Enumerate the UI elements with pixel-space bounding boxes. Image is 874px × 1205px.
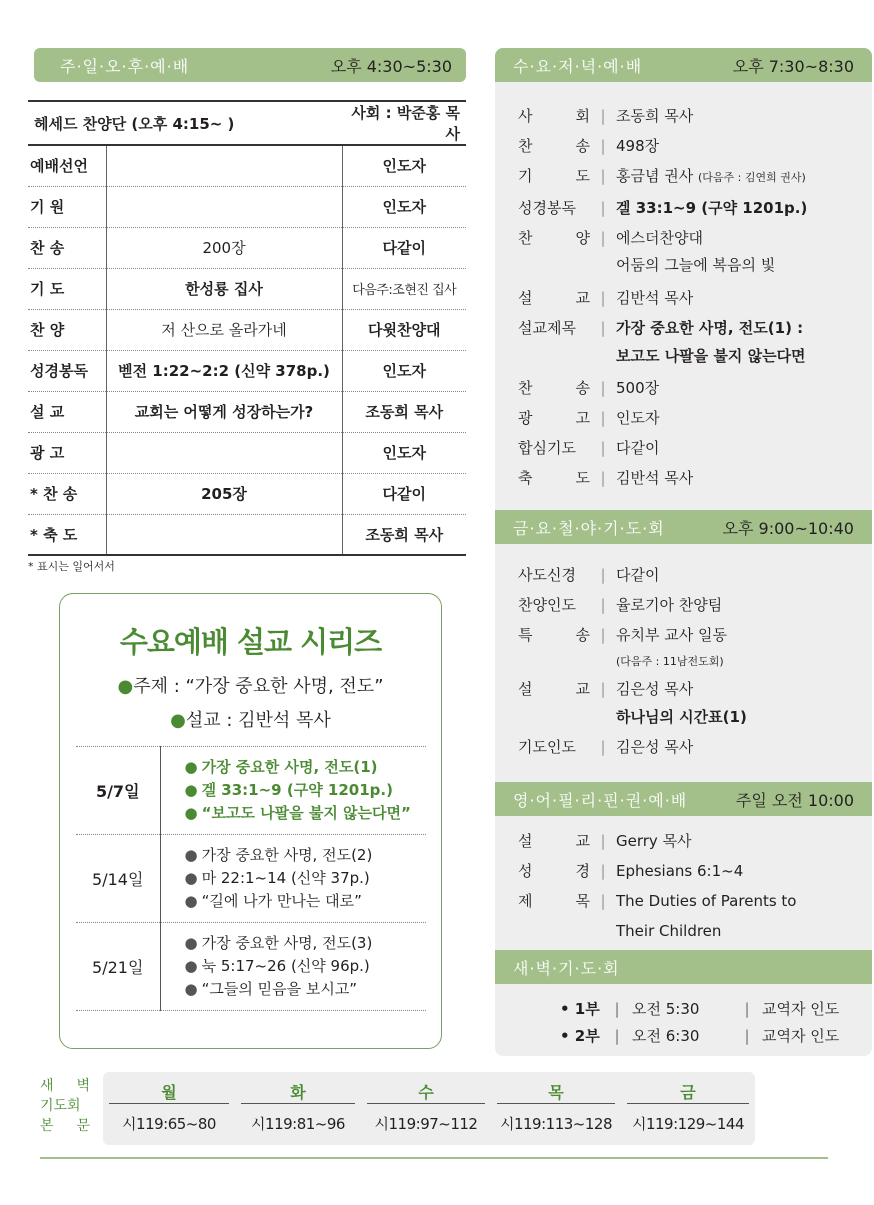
english-service-time: 주일 오전 10:00 (735, 790, 854, 810)
table-row (28, 227, 466, 268)
sunday-service-header (34, 48, 466, 82)
divider: | (600, 738, 606, 756)
praise-song: 어둠의 그늘에 복음의 빛 (616, 256, 776, 274)
list-item (518, 463, 863, 493)
friday-sermon-title: 하나님의 시간표(1) (616, 708, 747, 726)
order-item: 기 원 (28, 186, 106, 227)
schedule-day-friday (621, 1080, 755, 1134)
order-value: 조동희 목사 (616, 107, 694, 125)
dawn-prayer-header (495, 950, 872, 984)
table-row (28, 309, 466, 350)
schedule-label-line: 기도회 (40, 1098, 81, 1114)
order-value: 인도자 (616, 409, 660, 427)
list-item (518, 826, 863, 856)
day-label: 수 (367, 1080, 485, 1104)
table-row (28, 350, 466, 391)
wednesday-service-title: 수·요·저·녁·예·배 (513, 56, 643, 76)
order-value: 겔 33:1~9 (구약 1201p.) (616, 199, 808, 217)
order-item: 제 목 (518, 892, 590, 910)
order-item: 설 교 (28, 391, 106, 432)
dawn-prayer-title: 새·벽·기·도·회 (513, 958, 620, 978)
order-content: 한성룡 집사 (106, 268, 342, 309)
list-item (518, 732, 863, 762)
divider: | (600, 596, 606, 614)
order-leader: 인도자 (342, 432, 466, 473)
dawn-time: 오전 5:30 (632, 1000, 700, 1018)
series-date: 5/14일 (76, 835, 160, 923)
day-label: 목 (497, 1080, 615, 1104)
divider: | (600, 409, 606, 427)
order-leader: 다같이 (342, 473, 466, 514)
host-label: 사회 : 박준홍 목사 (342, 101, 466, 145)
bullet-icon: ● (184, 980, 198, 998)
dawn-leader: 교역자 인도 (762, 1027, 840, 1045)
order-item: 찬 양 (28, 309, 106, 350)
series-line: 가장 중요한 사명, 전도(1) (201, 758, 378, 776)
order-leader: 조동희 목사 (342, 514, 466, 555)
divider: | (600, 199, 606, 217)
prayer-leader: 홍금념 권사 (616, 167, 694, 185)
series-line: 가장 중요한 사명, 전도(2) (201, 846, 373, 864)
order-content: 저 산으로 올라가네 (106, 309, 342, 350)
order-content: 교회는 어떻게 성장하는가? (106, 391, 342, 432)
order-item: 기도인도 (518, 738, 576, 756)
topic-cont: Their Children (616, 922, 722, 940)
list-item (560, 996, 839, 1023)
series-line: “길에 나가 만나는 대로” (201, 892, 362, 910)
bullet-icon: ● (184, 804, 198, 822)
order-value: Ephesians 6:1~4 (616, 862, 744, 880)
schedule-day-thursday (491, 1080, 621, 1134)
order-value: 498장 (616, 137, 660, 155)
standing-note: * 표시는 일어서서 (28, 560, 115, 573)
divider: | (600, 469, 606, 487)
bullet-icon: ● (184, 846, 198, 864)
order-value: 김은성 목사 (616, 680, 694, 698)
order-item: 축 도 (518, 469, 590, 487)
series-line: “그들의 믿음을 보시고” (201, 980, 358, 998)
order-item: 성경봉독 (518, 199, 576, 217)
order-content: 벧전 1:22~2:2 (신약 378p.) (106, 350, 342, 391)
series-line: “보고도 나팔을 불지 않는다면” (201, 804, 411, 822)
list-item (518, 886, 863, 916)
order-content (106, 145, 342, 186)
friday-service-time: 오후 9:00~10:40 (722, 518, 854, 538)
divider: | (600, 832, 606, 850)
sermon-series-box (59, 593, 442, 1049)
divider: | (600, 319, 606, 337)
series-items (160, 747, 426, 835)
table-row (28, 391, 466, 432)
day-label: 금 (627, 1080, 749, 1104)
order-value: 다같이 (616, 439, 660, 457)
bottom-divider (40, 1157, 828, 1159)
divider: | (600, 379, 606, 397)
day-reference: 시119:81~96 (251, 1115, 345, 1133)
series-preacher (60, 706, 441, 732)
series-date: 5/21일 (76, 923, 160, 1011)
order-content (106, 514, 342, 555)
friday-service-title: 금·요·철·야·기·도·회 (513, 518, 665, 538)
schedule-day-monday (103, 1080, 235, 1134)
schedule-day-wednesday (361, 1080, 491, 1134)
schedule-label-line: 본 문 (40, 1118, 90, 1134)
table-row (76, 835, 426, 923)
wednesday-service-header (495, 48, 872, 82)
order-item: 찬 송 (28, 227, 106, 268)
list-item (518, 373, 863, 403)
order-value: The Duties of Parents to (616, 892, 797, 910)
table-row (28, 432, 466, 473)
series-items (160, 835, 426, 923)
divider: | (600, 626, 606, 644)
order-item: 기 도 (28, 268, 106, 309)
order-leader: 다같이 (342, 227, 466, 268)
order-item: 사 회 (518, 107, 590, 125)
sunday-service-title: 주·일·오·후·예·배 (60, 56, 190, 76)
order-item: 찬 송 (518, 137, 590, 155)
table-row (28, 473, 466, 514)
day-reference: 시119:113~128 (499, 1115, 612, 1133)
order-leader: 인도자 (342, 145, 466, 186)
order-item: 예배선언 (28, 145, 106, 186)
series-preacher-text: 설교 : 김반석 목사 (185, 710, 331, 731)
series-line: 가장 중요한 사명, 전도(3) (201, 934, 373, 952)
series-theme (60, 672, 441, 698)
order-item: 설 교 (518, 289, 590, 307)
order-leader: 인도자 (342, 186, 466, 227)
divider: | (600, 289, 606, 307)
sunday-service-time: 오후 4:30~5:30 (330, 56, 452, 76)
order-item: 찬 양 (518, 229, 590, 247)
schedule-box (103, 1072, 755, 1145)
day-reference: 시119:97~112 (374, 1115, 478, 1133)
order-item: 특 송 (518, 626, 590, 644)
dawn-time: 오전 6:30 (632, 1027, 700, 1045)
list-item (518, 403, 863, 433)
order-value (616, 161, 863, 193)
order-value: 가장 중요한 사명, 전도(1) : (616, 319, 804, 337)
bullet-icon: ● (170, 710, 186, 731)
list-item (560, 1023, 839, 1050)
order-item: 성경봉독 (28, 350, 106, 391)
special-next: (다음주 : 11남전도회) (616, 655, 724, 668)
list-item (518, 433, 863, 463)
wednesday-service-time: 오후 7:30~8:30 (732, 56, 854, 76)
list-item (518, 223, 863, 253)
divider: | (600, 892, 606, 910)
series-table (76, 746, 426, 1011)
order-content: 200장 (106, 227, 342, 268)
order-value: 김반석 목사 (616, 289, 694, 307)
bullet-icon: ● (184, 934, 198, 952)
friday-order-list (518, 560, 863, 762)
dawn-prayer-list (560, 996, 839, 1050)
series-line: 마 22:1~14 (신약 37p.) (201, 869, 370, 887)
bullet-icon: ● (184, 758, 198, 776)
dawn-part: • 2부 (560, 1027, 600, 1045)
order-value: Gerry 목사 (616, 832, 692, 850)
day-reference: 시119:65~80 (122, 1115, 216, 1133)
order-item: 설교제목 (518, 319, 576, 337)
order-value: 유치부 교사 일동 (616, 626, 727, 644)
divider: | (600, 229, 606, 247)
order-item: 합심기도 (518, 439, 576, 457)
list-item (518, 283, 863, 313)
series-theme-text: 주제 : “가장 중요한 사명, 전도” (133, 676, 384, 697)
order-value: 500장 (616, 379, 660, 397)
table-row (28, 268, 466, 309)
order-item: 찬 송 (518, 379, 590, 397)
order-item: * 축 도 (28, 514, 106, 555)
series-items (160, 923, 426, 1011)
bullet-icon: ● (184, 781, 198, 799)
order-value: 다같이 (616, 566, 660, 584)
divider: | (600, 137, 606, 155)
list-item (518, 161, 863, 193)
order-content: 205장 (106, 473, 342, 514)
dawn-leader: 교역자 인도 (762, 1000, 840, 1018)
english-service-header (495, 782, 872, 816)
prayer-next: (다음주 : 김연희 권사) (698, 171, 806, 184)
choir-label: 헤세드 찬양단 (오후 4:15~ ) (28, 101, 342, 145)
divider: | (614, 1027, 620, 1045)
order-content (106, 186, 342, 227)
order-item: 사도신경 (518, 566, 576, 584)
wednesday-order-list (518, 101, 863, 493)
series-line: 눅 5:17~26 (신약 96p.) (201, 957, 370, 975)
order-value: 에스더찬양대 (616, 229, 703, 247)
table-row (28, 514, 466, 555)
day-reference: 시119:129~144 (631, 1115, 744, 1133)
english-order-list (518, 826, 863, 946)
order-item: 광 고 (28, 432, 106, 473)
english-service-title: 영·어·필·리·핀·권·예·배 (513, 790, 688, 810)
sermon-title-cont: 보고도 나팔을 불지 않는다면 (616, 347, 806, 365)
order-item: 성 경 (518, 862, 590, 880)
schedule-day-tuesday (235, 1080, 361, 1134)
series-title: 수요예배 설교 시리즈 (119, 625, 382, 659)
divider: | (600, 167, 606, 185)
order-item: 기 도 (518, 167, 590, 185)
schedule-label (40, 1076, 90, 1136)
order-leader: 다윗찬양대 (342, 309, 466, 350)
sunday-order-table (28, 100, 466, 556)
bullet-icon: ● (184, 869, 198, 887)
table-row (76, 923, 426, 1011)
bullet-icon: ● (184, 892, 198, 910)
order-value: 김반석 목사 (616, 469, 694, 487)
divider: | (600, 680, 606, 698)
order-leader: 인도자 (342, 350, 466, 391)
friday-service-header (495, 510, 872, 544)
order-leader: 다음주:조현진 집사 (342, 268, 466, 309)
list-item (518, 560, 863, 590)
list-item (518, 590, 863, 620)
order-content (106, 432, 342, 473)
table-row (28, 145, 466, 186)
divider: | (600, 566, 606, 584)
order-leader: 조동희 목사 (342, 391, 466, 432)
divider: | (744, 1027, 750, 1045)
order-item: 찬양인도 (518, 596, 576, 614)
bullet-icon: ● (184, 957, 198, 975)
day-label: 화 (241, 1080, 355, 1104)
day-label: 월 (109, 1080, 229, 1104)
divider: | (744, 1000, 750, 1018)
list-item (518, 131, 863, 161)
order-item: * 찬 송 (28, 473, 106, 514)
order-item: 설 교 (518, 680, 590, 698)
list-item (518, 674, 863, 704)
divider: | (600, 107, 606, 125)
list-item (518, 313, 863, 343)
dawn-part: • 1부 (560, 1000, 600, 1018)
list-item (518, 620, 863, 650)
order-item: 설 교 (518, 832, 590, 850)
table-row (28, 186, 466, 227)
series-line: 겔 33:1~9 (구약 1201p.) (201, 781, 393, 799)
series-date: 5/7일 (76, 747, 160, 835)
order-value: 율로기아 찬양팀 (616, 596, 723, 614)
bullet-icon: ● (117, 676, 134, 697)
order-value: 김은성 목사 (616, 738, 694, 756)
divider: | (614, 1000, 620, 1018)
table-row (76, 747, 426, 835)
divider: | (600, 439, 606, 457)
list-item (518, 193, 863, 223)
order-item: 광 고 (518, 409, 590, 427)
list-item (518, 101, 863, 131)
list-item (518, 856, 863, 886)
schedule-label-line: 새 벽 (40, 1078, 90, 1094)
sunday-table-header (28, 101, 466, 145)
divider: | (600, 862, 606, 880)
